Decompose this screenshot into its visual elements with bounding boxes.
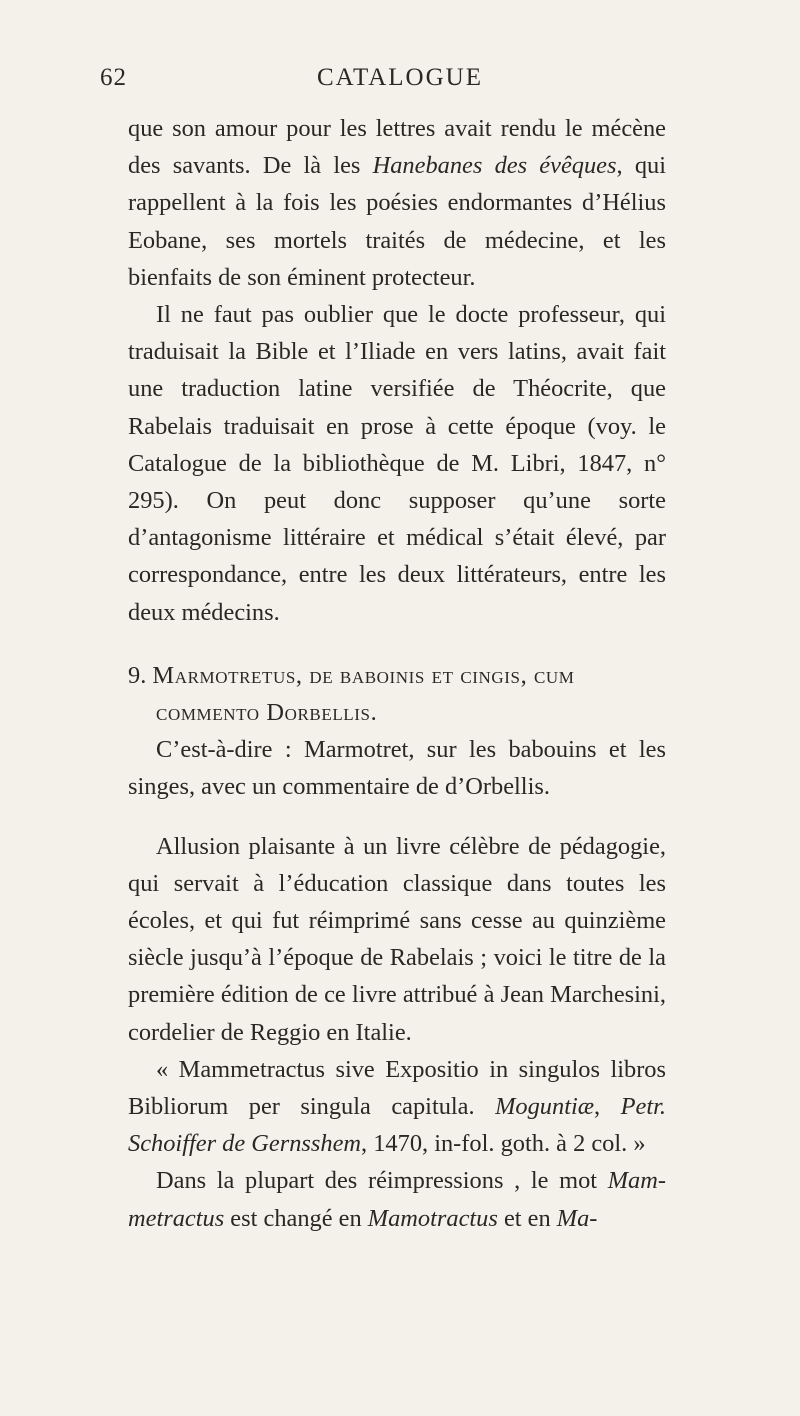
quote-text-e: , 1470, in-fol. goth. à 2 col. » — [361, 1130, 646, 1158]
paragraph-6-italic-b: Mamotractus — [367, 1204, 498, 1232]
running-title: CATALOGUE — [317, 64, 483, 91]
catalogue-entry-9 — [128, 657, 666, 731]
paragraph-6 — [128, 1162, 666, 1236]
quote-text-a: « Mammetractus sive Expositio in singulos libros Bibliorum per singula capitula. — [128, 1055, 666, 1121]
page-header — [100, 64, 700, 104]
paragraph-4: Allusion plaisante à un livre célèbre de pédagogie, qui servait à l’éducation classique dans toutes les écoles, et qui fut réimprimé sans cesse au quinzième siècle jusqu’à l’époque de Rabelais ; voici le titre de la première édition de ce livre attribué à Jean Marchesini, cordelier de Reggio en Italie. — [128, 832, 666, 1046]
page-body — [128, 110, 666, 1237]
paragraph-6-italic-c: Ma- — [556, 1204, 598, 1232]
page-number: 62 — [100, 64, 127, 91]
quote-italic-printer: Petr. Schoiffer de Gernsshem — [128, 1093, 666, 1158]
entry-number: 9. — [128, 661, 147, 689]
paragraph-1-italic-title: Hanebanes des évêques — [372, 152, 617, 180]
quote-text-c: , — [594, 1093, 621, 1121]
paragraph-1-text-a: que son amour pour les lettres avait rendu le mécène des savants. De là les — [128, 115, 666, 180]
entry-title-line-2: commento Dorbellis. — [156, 699, 378, 727]
entry-title-line-1: Marmotretus, de baboinis et cingis, cum — [152, 661, 575, 689]
paragraph-2: Il ne faut pas oublier que le docte professeur, qui traduisait la Bible et l’Iliade en vers latins, avait fait une traduction latine versifiée de Théocrite, que Rabelais traduisait en prose à cette époque (voy. le Catalogue de la bibliothèque de M. Libri, 1847, n° 295). On peut donc supposer qu’une sorte d’antagonisme littéraire et médical s’était élevé, par correspondance, entre les deux littérateurs, entre les deux médecins. — [128, 301, 666, 626]
paragraph-6-text-c: est changé en — [224, 1204, 368, 1232]
paragraph-6-text-e: et en — [497, 1204, 557, 1232]
paragraph-6-italic-a: Mammetractus — [128, 1167, 666, 1232]
paragraph-3: C’est-à-dire : Marmotret, sur les babouins et les singes, avec un commentaire de d’Orbellis. — [128, 736, 666, 801]
paragraph-6-text-a: Dans la plupart des réimpressions , le mot — [156, 1167, 608, 1195]
paragraph-1-text-c: , qui rappellent à la fois les poésies endormantes d’Hélius Eobane, ses mortels traités de médecine, et les bienfaits de son éminent protecteur. — [128, 152, 666, 291]
paragraph-5-quote — [128, 1051, 666, 1163]
paragraph-1 — [128, 110, 666, 296]
quote-italic-place: Moguntiæ — [495, 1093, 595, 1121]
